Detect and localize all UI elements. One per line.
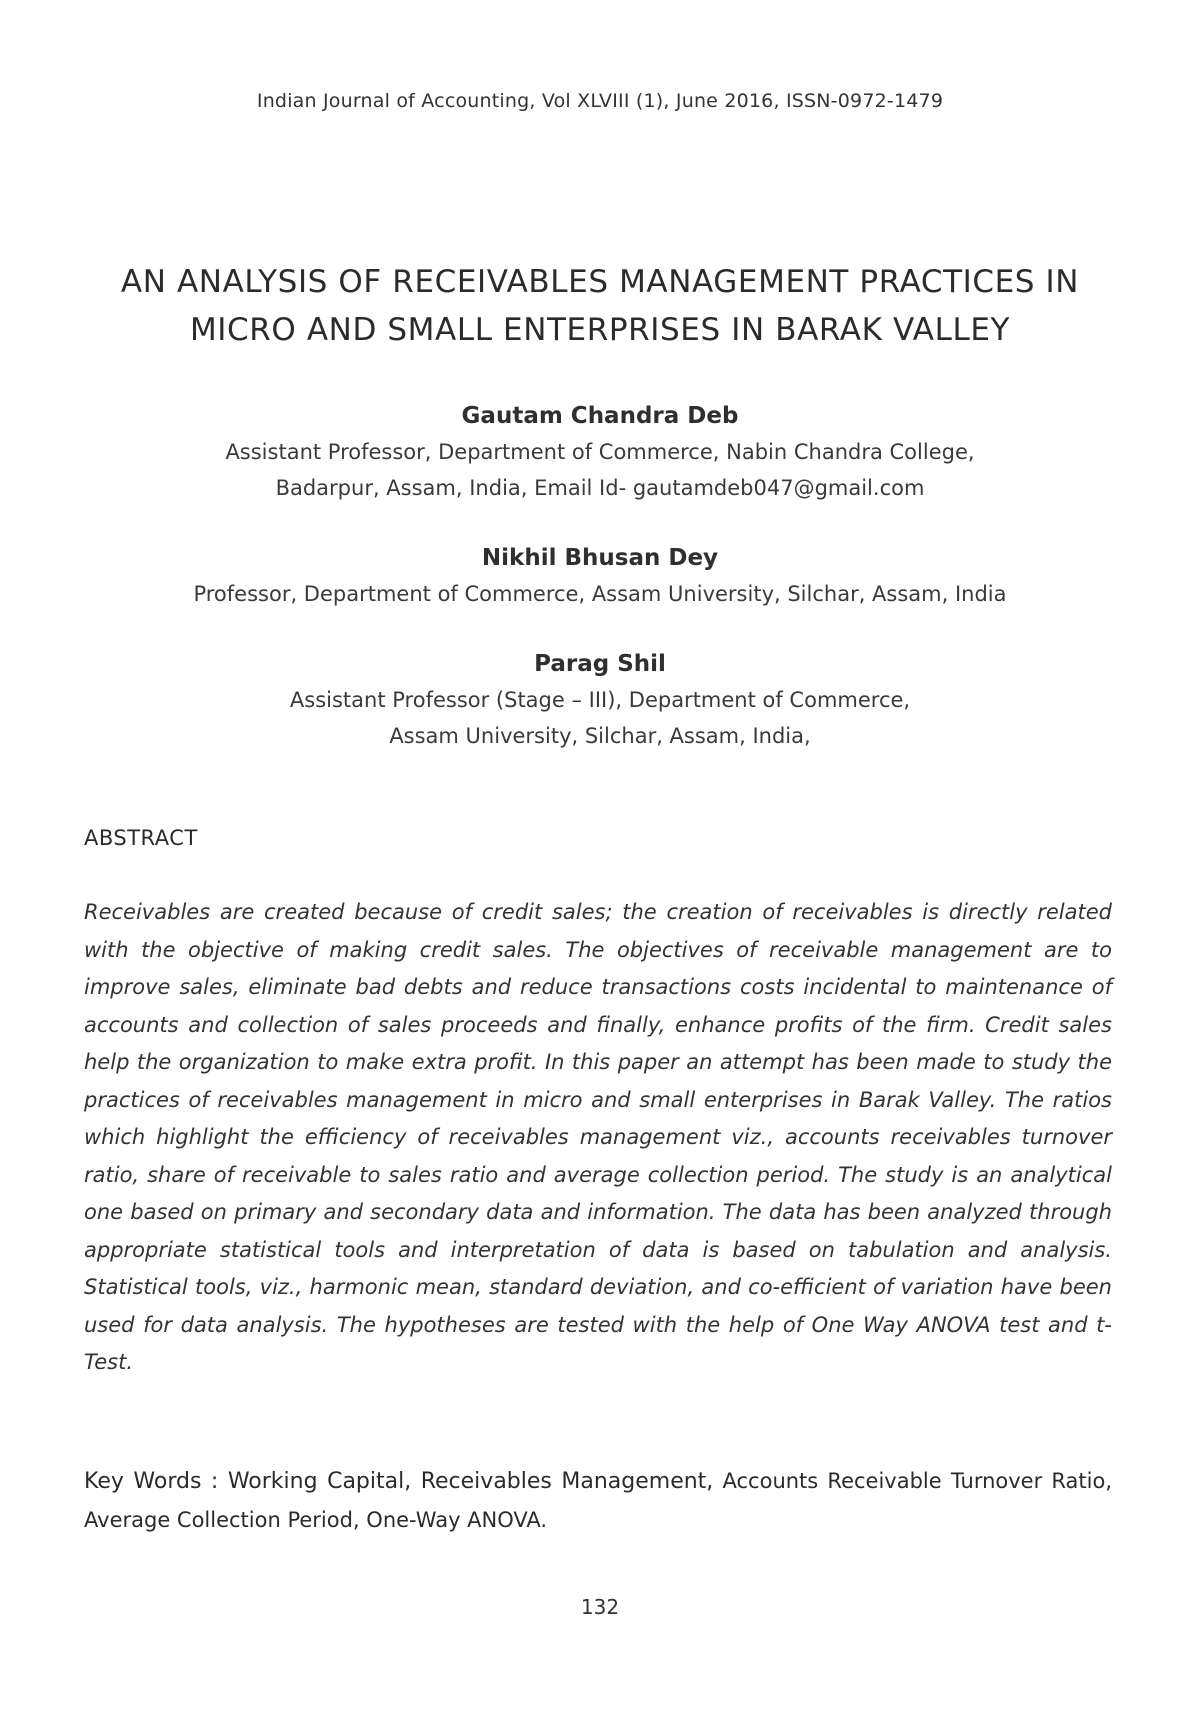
- title-line-2: MICRO AND SMALL ENTERPRISES IN BARAK VALLEY: [189, 312, 1011, 348]
- author-affiliation-line: Badarpur, Assam, India, Email Id- gautamdeb047@gmail.com: [275, 476, 925, 500]
- keywords-text: Accounts Receivable Turnover Ratio, Average Collection Period, One-Way ANOVA.: [84, 1469, 1113, 1532]
- author-block: [60, 398, 1140, 506]
- paper-title: [60, 258, 1140, 354]
- author-name: Nikhil Bhusan Dey: [481, 545, 719, 571]
- author-name: Parag Shil: [534, 651, 666, 677]
- author-list: [60, 398, 1140, 788]
- author-affiliation-line: Assistant Professor (Stage – III), Department of Commerce,: [289, 688, 911, 712]
- author-affiliation-line: Assam University, Silchar, Assam, India,: [389, 724, 811, 748]
- abstract-heading: ABSTRACT: [84, 826, 198, 850]
- keywords: [84, 1462, 1112, 1539]
- author-affiliation-line: Assistant Professor, Department of Commerce, Nabin Chandra College,: [225, 440, 975, 464]
- title-line-1: AN ANALYSIS OF RECEIVABLES MANAGEMENT PRACTICES IN: [120, 264, 1080, 300]
- abstract-body: Receivables are created because of credit sales; the creation of receivables is directly related with the objective of making credit sales. The objectives of receivable management are to improve sales, eliminate bad debts and reduce transactions costs incidental to maintenance of accounts and collection of sales proceeds and finally, enhance profits of the firm. Credit sales help the organization to make extra profit. In this paper an attempt has been made to study the practices of receivables management in micro and small enterprises in Barak Valley. The ratios which highlight the efficiency of receivables management viz., accounts receivables turnover ratio, share of receivable to sales ratio and average collection period. The study is an analytical one based on primary and secondary data and information. The data has been analyzed through appropriate statistical tools and interpretation of data is based on tabulation and analysis. Statistical tools, viz., harmonic mean, standard deviation, and co-efficient of variation have been used for data analysis. The hypotheses are tested with the help of One Way ANOVA test and t-Test.: [84, 900, 1112, 1374]
- author-block: [60, 646, 1140, 754]
- author-name: Gautam Chandra Deb: [461, 403, 739, 429]
- author-affiliation-line: Professor, Department of Commerce, Assam University, Silchar, Assam, India: [193, 582, 1007, 606]
- author-block: [60, 540, 1140, 612]
- keywords-label: Key Words : Working Capital, Receivables Management,: [84, 1469, 714, 1494]
- page-number: 132: [580, 1595, 620, 1619]
- journal-header: Indian Journal of Accounting, Vol XLVIII (1), June 2016, ISSN-0972-1479: [256, 90, 944, 112]
